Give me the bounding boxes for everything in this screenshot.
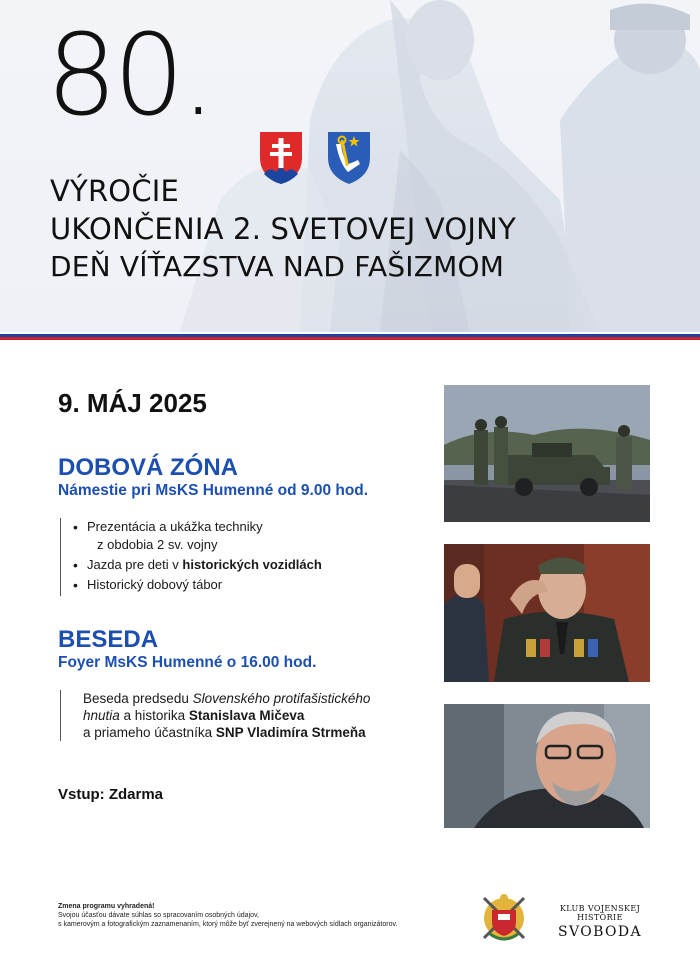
flag-stripes: [0, 332, 700, 340]
bullet-text-cont: z obdobia 2 sv. vojny: [97, 537, 218, 552]
footer-disclaimer: [58, 902, 458, 929]
dobova-zona-location: [58, 482, 368, 500]
beseda-text-italic-2: hnutia: [83, 708, 120, 723]
anniversary-number: 80.: [46, 11, 213, 141]
footer-note-line2: s kamerovým a fotografickým zaznamenaním, ktorý môže byť zverejnený na webových sídlach organizátorov.: [58, 921, 398, 928]
bullet-text: Historický dobový tábor: [87, 577, 223, 592]
header-banner: [0, 0, 700, 332]
title-line-den-vitazstva: DEŇ VÍŤAZSTVA NAD FAŠIZMOM: [50, 250, 505, 283]
dobova-zona-time: 9.00 hod.: [300, 482, 369, 499]
event-date: 9. MÁJ 2025: [58, 388, 207, 418]
photo-military-jeep: [444, 385, 650, 522]
beseda-text-1: Beseda predsedu: [83, 691, 193, 706]
dobova-zona-bullets: [60, 518, 322, 596]
beseda-location: Foyer MsKS Humenné o 16.00 hod.: [58, 654, 317, 671]
dobova-zona-title: DOBOVÁ ZÓNA: [58, 454, 238, 481]
beseda-text-2: a historika: [119, 708, 189, 723]
footer-note-title: Zmena programu vyhradená!: [58, 903, 155, 910]
title-block: [50, 172, 516, 286]
list-item: [87, 518, 322, 554]
club-emblem-icon: [476, 888, 532, 944]
beseda-description: [60, 690, 370, 741]
bullet-text: Jazda pre deti v: [87, 557, 183, 572]
title-line-vyrocie: VÝROČIE: [50, 174, 180, 208]
photo-veteran-saluting: [444, 544, 650, 682]
title-line-ukoncenia: UKONČENIA 2. SVETOVEJ VOJNY: [50, 212, 516, 246]
club-name-line2: SVOBODA: [557, 924, 643, 940]
club-name: [540, 904, 660, 940]
beseda-text-bold-1: Stanislava Mičeva: [188, 708, 305, 723]
club-name-line1: KLUB VOJENSKEJ HISTÓRIE: [559, 904, 641, 922]
beseda-text-italic-1: Slovenského protifašistického: [192, 691, 371, 706]
bullet-text-bold: historických vozidlách: [182, 557, 322, 572]
bullet-text: Prezentácia a ukážka techniky: [87, 519, 263, 534]
beseda-text-bold-2: SNP Vladimíra Strmeňa: [215, 725, 366, 740]
beseda-title: BESEDA: [58, 626, 159, 653]
dobova-zona-location-text: Námestie pri MsKS Humenné od: [58, 482, 301, 499]
entry-fee: Vstup: Zdarma: [58, 786, 164, 803]
stripe-red: [0, 337, 700, 340]
photo-historian-portrait: [444, 704, 650, 828]
beseda-text-3: a priameho účastníka: [83, 725, 216, 740]
footer-note-line1: Svojou účasťou dávate súhlas so spracovaním osobných údajov,: [58, 912, 259, 919]
list-item: [87, 576, 322, 594]
list-item: [87, 556, 322, 574]
